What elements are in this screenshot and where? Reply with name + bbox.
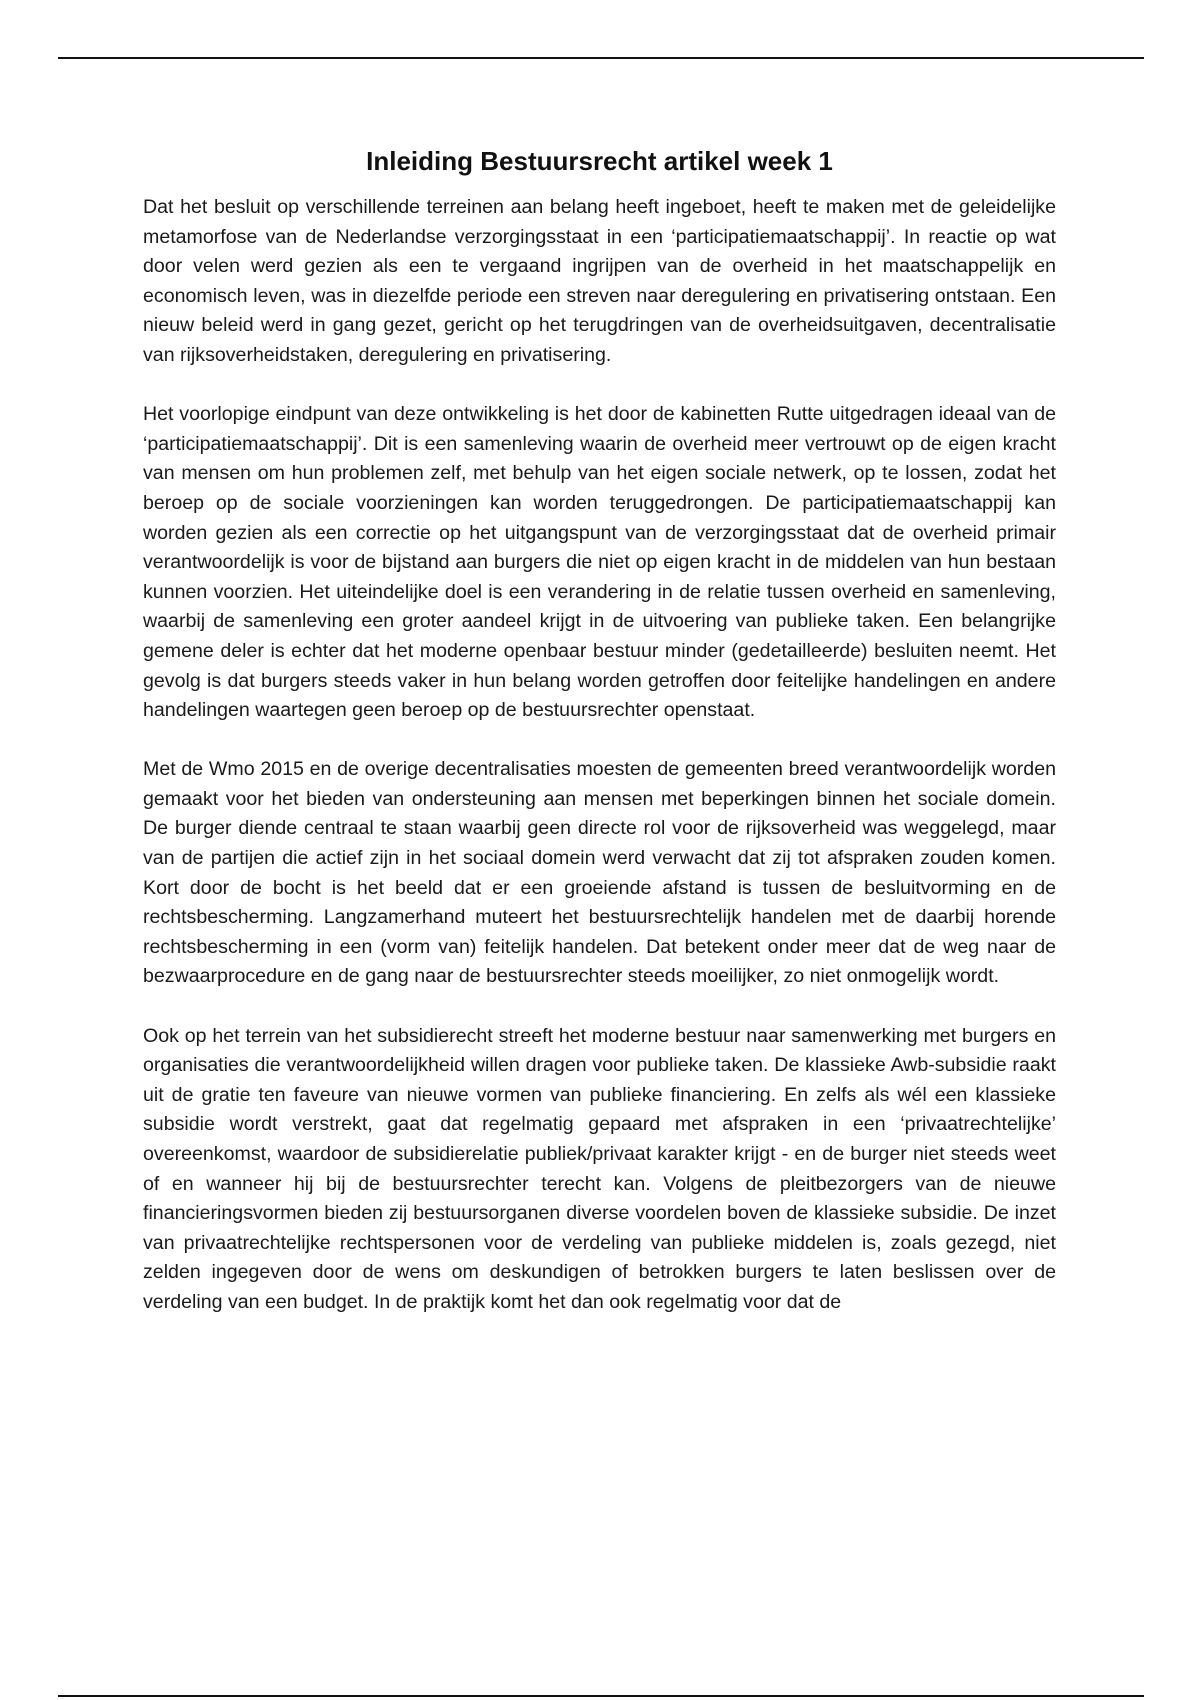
header-rule: [58, 57, 1144, 59]
paragraph-2: Het voorlopige eindpunt van deze ontwikkeling is het door de kabinetten Rutte uitgedragen ideaal van de ‘participatiemaatschappij’. Dit is een samenleving waarin de overheid meer vertrouwt op de eigen kracht van mensen om hun problemen zelf, met behulp van het eigen sociale netwerk, op te lossen, zodat het beroep op de sociale voorzieningen kan worden teruggedrongen. De participatiemaatschappij kan worden gezien als een correctie op het uitgangspunt van de verzorgingsstaat dat de overheid primair verantwoordelijk is voor de bijstand aan burgers die niet op eigen kracht in de middelen van hun bestaan kunnen voorzien. Het uiteindelijke doel is een verandering in de relatie tussen overheid en samenleving, waarbij de samenleving een groter aandeel krijgt in de uitvoering van publieke taken. Een belangrijke gemene deler is echter dat het moderne openbaar bestuur minder (gedetailleerde) besluiten neemt. Het gevolg is dat burgers steeds vaker in hun belang worden getroffen door feitelijke handelingen en andere handelingen waartegen geen beroep op de bestuursrechter openstaat.: [143, 403, 1056, 722]
document-body: [143, 141, 1056, 1347]
paragraph-1: Dat het besluit op verschillende terreinen aan belang heeft ingeboet, heeft te maken met de geleidelijke metamorfose van de Nederlandse verzorgingsstaat in een ‘participatiemaatschappij’. In reactie op wat door velen werd gezien als een te vergaand ingrijpen van de overheid in het maatschappelijk en economisch leven, was in diezelfde periode een streven naar deregulering en privatisering ontstaan. Een nieuw beleid werd in gang gezet, gericht op het terugdringen van de overheidsuitgaven, decentralisatie van rijksoverheidstaken, deregulering en privatisering.: [143, 196, 1056, 366]
paragraph-4: Ook op het terrein van het subsidierecht streeft het moderne bestuur naar samenwerking met burgers en organisaties die verantwoordelijkheid willen dragen voor publieke taken. De klassieke Awb-subsidie raakt uit de gratie ten faveure van nieuwe vormen van publieke financiering. En zelfs als wél een klassieke subsidie wordt verstrekt, gaat dat regelmatig gepaard met afspraken in een ‘privaatrechtelijke’ overeenkomst, waardoor de subsidierelatie publiek/privaat karakter krijgt - en de burger niet steeds weet of en wanneer hij bij de bestuursrechter terecht kan. Volgens de pleitbezorgers van de nieuwe financieringsvormen bieden zij bestuursorganen diverse voordelen boven de klassieke subsidie. De inzet van privaatrechtelijke rechtspersonen voor de verdeling van publieke middelen is, zoals gezegd, niet zelden ingegeven door de wens om deskundigen of betrokken burgers te laten beslissen over de verdeling van een budget. In de praktijk komt het dan ook regelmatig voor dat de: [143, 1024, 1056, 1313]
document-title: Inleiding Bestuursrecht artikel week 1: [366, 146, 833, 176]
footer-rule: [58, 1695, 1144, 1697]
paragraph-3: Met de Wmo 2015 en de overige decentralisaties moesten de gemeenten breed verantwoordelijk worden gemaakt voor het bieden van ondersteuning aan mensen met beperkingen binnen het sociale domein. De burger diende centraal te staan waarbij geen directe rol voor de rijksoverheid was weggelegd, maar van de partijen die actief zijn in het sociaal domein werd verwacht dat zij tot afspraken zouden komen. Kort door de bocht is het beeld dat er een groeiende afstand is tussen de besluitvorming en de rechtsbescherming. Langzamerhand muteert het bestuursrechtelijk handelen met de daarbij horende rechtsbescherming in een (vorm van) feitelijk handelen. Dat betekent onder meer dat de weg naar de bezwaarprocedure en de gang naar de bestuursrechter steeds moeilijker, zo niet onmogelijk wordt.: [143, 758, 1056, 988]
